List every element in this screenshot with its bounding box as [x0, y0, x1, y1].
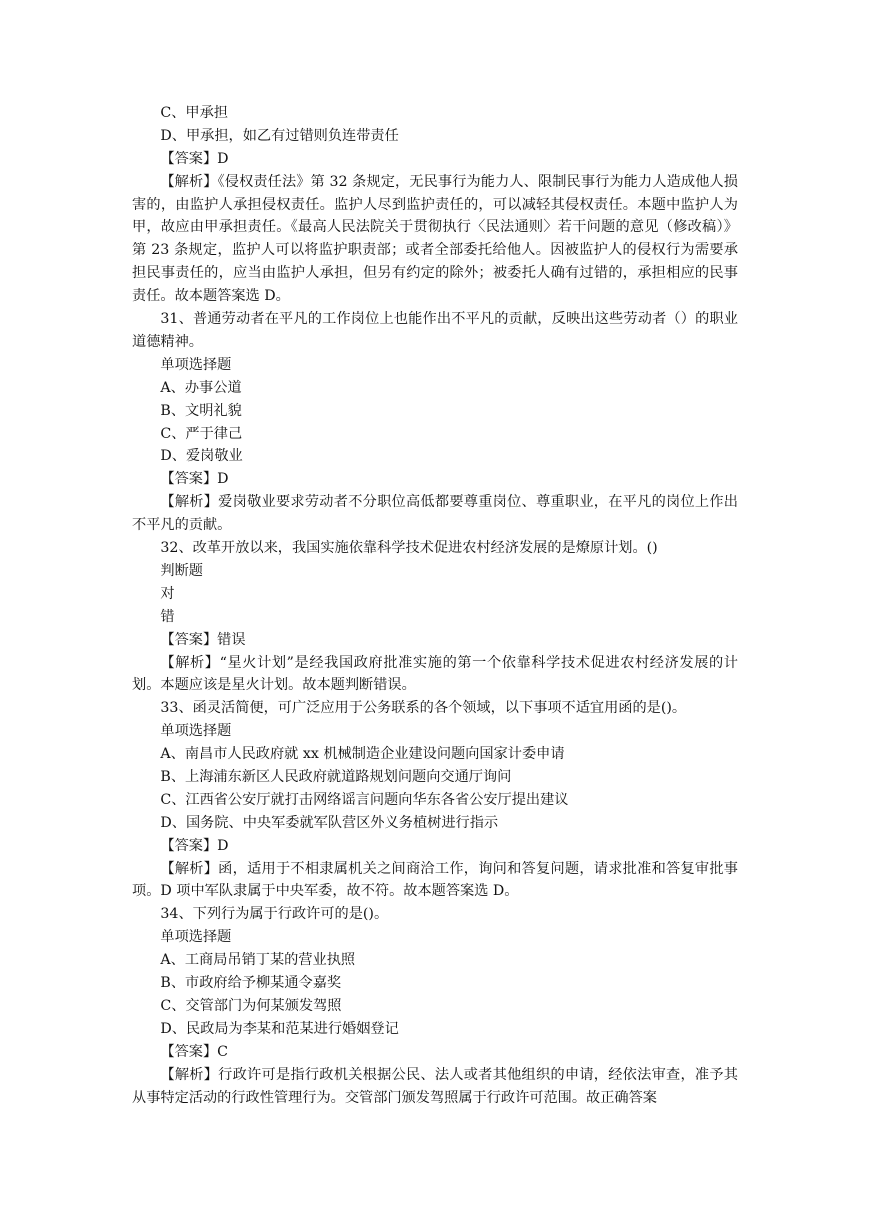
option-d: D、甲承担，如乙有过错则负连带责任	[160, 127, 399, 144]
explanation: 【解析】爱岗敬业要求劳动者不分职位高低都要尊重岗位、尊重职业，在平凡的岗位上作出不平凡的贡献。	[132, 494, 738, 534]
question-34: 34、下列行为属于行政许可的是()。	[160, 906, 389, 923]
explanation: 【解析】行政许可是指行政机关根据公民、法人或者其他组织的申请，经依法审查，准予其从事特定活动的行政性管理行为。交管部门颁发驾照属于行政许可范围。故正确答案	[132, 1066, 738, 1106]
answer: 【答案】D	[160, 471, 229, 488]
question-type: 单项选择题	[160, 723, 232, 740]
option-c: C、严于律己	[160, 425, 243, 442]
question-32: 32、改革开放以来，我国实施依靠科学技术促进农村经济发展的是燎原计划。()	[160, 540, 658, 557]
option-d: D、国务院、中央军委就军队营区外义务植树进行指示	[160, 814, 499, 831]
question-type: 单项选择题	[160, 929, 232, 946]
option-a: A、办事公道	[160, 379, 242, 396]
question-type: 单项选择题	[160, 356, 232, 373]
option-a: A、工商局吊销丁某的营业执照	[160, 952, 356, 969]
option-c: C、江西省公安厅就打击网络谣言问题向华东各省公安厅提出建议	[160, 791, 569, 808]
option-b: B、市政府给予柳某通令嘉奖	[160, 975, 342, 992]
option-b: B、上海浦东新区人民政府就道路规划问题向交通厅询问	[160, 769, 512, 786]
question-type: 判断题	[160, 562, 203, 579]
option-false: 错	[160, 608, 175, 625]
explanation: 【解析】“星火计划”是经我国政府批准实施的第一个依靠科学技术促进农村经济发展的计划。本题应该是星火计划。故本题判断错误。	[132, 654, 738, 694]
answer: 【答案】D	[160, 150, 229, 167]
explanation: 【解析】《侵权责任法》第 32 条规定，无民事行为能力人、限制民事行为能力人造成他人损害的，由监护人承担侵权责任。监护人尽到监护责任的，可以减轻其侵权责任。本题中监护人为甲，故应由甲承担责任。《最高人民法院关于贯彻执行〈民法通则〉若干问题的意见（修改稿）》第 23 条规定，监护人可以将监护职责部；或者全部委托给他人。因被监护人的侵权行为需要承担民事责任的，应当由监护人承担，但另有约定的除外；被委托人确有过错的，承担相应的民事责任。故本题答案选 D。	[132, 173, 738, 305]
explanation: 【解析】函，适用于不相隶属机关之间商洽工作，询问和答复问题，请求批准和答复审批事项。D 项中军队隶属于中央军委，故不符。故本题答案选 D。	[132, 860, 738, 900]
option-c: C、交管部门为何某颁发驾照	[160, 997, 342, 1014]
option-d: D、民政局为李某和范某进行婚姻登记	[160, 1020, 399, 1037]
question-31: 31、普通劳动者在平凡的工作岗位上也能作出不平凡的贡献，反映出这些劳动者（）的职业道德精神。	[132, 311, 738, 351]
document-body	[132, 102, 738, 1109]
answer: 【答案】C	[160, 1043, 228, 1060]
option-b: B、文明礼貌	[160, 402, 242, 419]
option-a: A、南昌市人民政府就 xx 机械制造企业建设问题向国家计委申请	[160, 746, 565, 763]
option-c: C、甲承担	[160, 105, 228, 121]
question-33: 33、函灵活简便，可广泛应用于公务联系的各个领域，以下事项不适宜用函的是()。	[160, 700, 687, 717]
option-true: 对	[160, 585, 175, 602]
answer: 【答案】D	[160, 837, 229, 854]
option-d: D、爱岗敬业	[160, 448, 243, 465]
answer: 【答案】错误	[160, 631, 246, 648]
